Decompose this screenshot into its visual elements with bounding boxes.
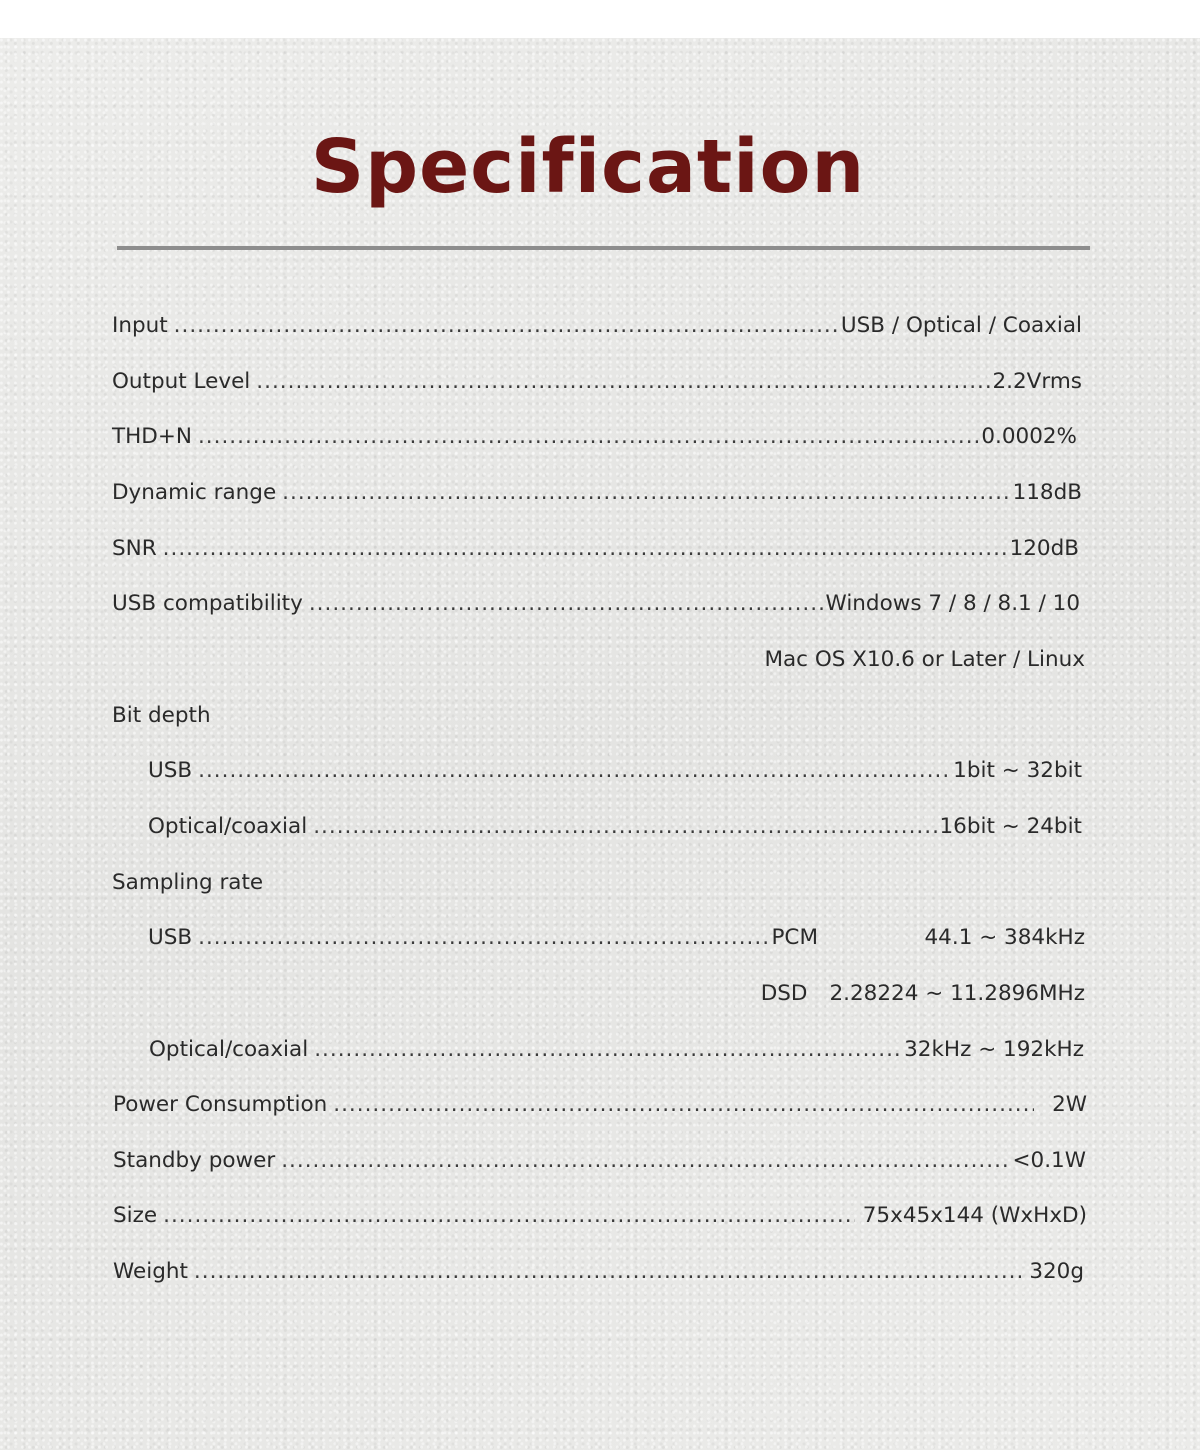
spec-row-bit-depth-usb bbox=[148, 755, 1082, 787]
spec-label: USB bbox=[148, 925, 193, 950]
spec-label: USB compatibility bbox=[112, 591, 303, 616]
spec-value: <0.1W bbox=[1012, 1148, 1086, 1173]
dot-leader bbox=[309, 588, 824, 620]
spec-label: Input bbox=[112, 313, 168, 338]
dot-leader bbox=[198, 922, 769, 954]
dot-leader bbox=[333, 1089, 1034, 1121]
dot-leader bbox=[281, 1145, 1010, 1177]
dot-leader bbox=[282, 477, 1010, 509]
dsd-value: 2.28224 ~ 11.2896MHz bbox=[829, 981, 1085, 1006]
spec-label: Power Consumption bbox=[113, 1092, 328, 1117]
spec-value: Windows 7 / 8 / 8.1 / 10 bbox=[825, 591, 1080, 616]
spec-row-output-level bbox=[112, 366, 1082, 398]
spec-value: 2.2Vrms bbox=[992, 369, 1082, 394]
spec-row-size bbox=[113, 1200, 1087, 1232]
dot-leader bbox=[198, 755, 951, 787]
dot-leader bbox=[163, 1200, 855, 1232]
spec-row-sampling-dsd bbox=[700, 978, 1085, 1010]
spec-label: USB bbox=[148, 758, 193, 783]
dot-leader bbox=[163, 533, 1008, 565]
spec-row-power-consumption bbox=[113, 1089, 1087, 1121]
spec-label: Output Level bbox=[112, 369, 251, 394]
spec-value: 1bit ~ 32bit bbox=[953, 758, 1082, 783]
spec-heading-sampling-rate: Sampling rate bbox=[112, 870, 264, 895]
spec-value-usb-compatibility-line2: Mac OS X10.6 or Later / Linux bbox=[764, 647, 1085, 672]
spec-label: SNR bbox=[112, 536, 157, 561]
spec-value: 2W bbox=[1052, 1092, 1087, 1117]
spec-value: 16bit ~ 24bit bbox=[939, 814, 1082, 839]
dot-leader bbox=[194, 1256, 1021, 1288]
spec-label: Dynamic range bbox=[112, 480, 277, 505]
spec-row-usb-compatibility bbox=[112, 588, 1080, 620]
spec-value: 0.0002% bbox=[981, 424, 1077, 449]
spec-row-standby-power bbox=[113, 1145, 1086, 1177]
dsd-tag: DSD bbox=[760, 981, 808, 1006]
title-divider bbox=[117, 246, 1090, 250]
spec-row-dynamic-range bbox=[112, 477, 1082, 509]
spec-row-input bbox=[112, 310, 1082, 342]
pcm-value: 44.1 ~ 384kHz bbox=[924, 925, 1085, 950]
spec-label: Size bbox=[113, 1203, 158, 1228]
spec-value: USB / Optical / Coaxial bbox=[840, 313, 1082, 338]
page-title: Specification bbox=[310, 124, 866, 210]
spec-value: 118dB bbox=[1012, 480, 1082, 505]
spec-row-bit-depth-optical bbox=[148, 811, 1082, 843]
pcm-tag: PCM bbox=[771, 925, 818, 950]
dot-leader bbox=[256, 366, 990, 398]
dot-leader bbox=[313, 811, 937, 843]
spec-label: Optical/coaxial bbox=[149, 1037, 309, 1062]
spec-row-snr bbox=[112, 533, 1079, 565]
spec-row-weight bbox=[113, 1256, 1084, 1288]
spec-heading-bit-depth: Bit depth bbox=[112, 703, 211, 728]
spec-value: 320g bbox=[1029, 1259, 1084, 1284]
spec-label: Standby power bbox=[113, 1148, 276, 1173]
spec-row-thd-n bbox=[112, 421, 1077, 453]
dot-leader bbox=[174, 310, 839, 342]
spec-label: Weight bbox=[113, 1259, 188, 1284]
spec-value: 120dB bbox=[1009, 536, 1079, 561]
spec-label: Optical/coaxial bbox=[148, 814, 308, 839]
spec-row-sampling-usb bbox=[148, 922, 818, 954]
spec-row-sampling-optical bbox=[149, 1034, 1084, 1066]
dot-leader bbox=[198, 421, 979, 453]
spec-value: 75x45x144 (WxHxD) bbox=[862, 1203, 1087, 1228]
dot-leader bbox=[314, 1034, 902, 1066]
spec-label: THD+N bbox=[112, 424, 192, 449]
spec-value: 32kHz ~ 192kHz bbox=[904, 1037, 1084, 1062]
